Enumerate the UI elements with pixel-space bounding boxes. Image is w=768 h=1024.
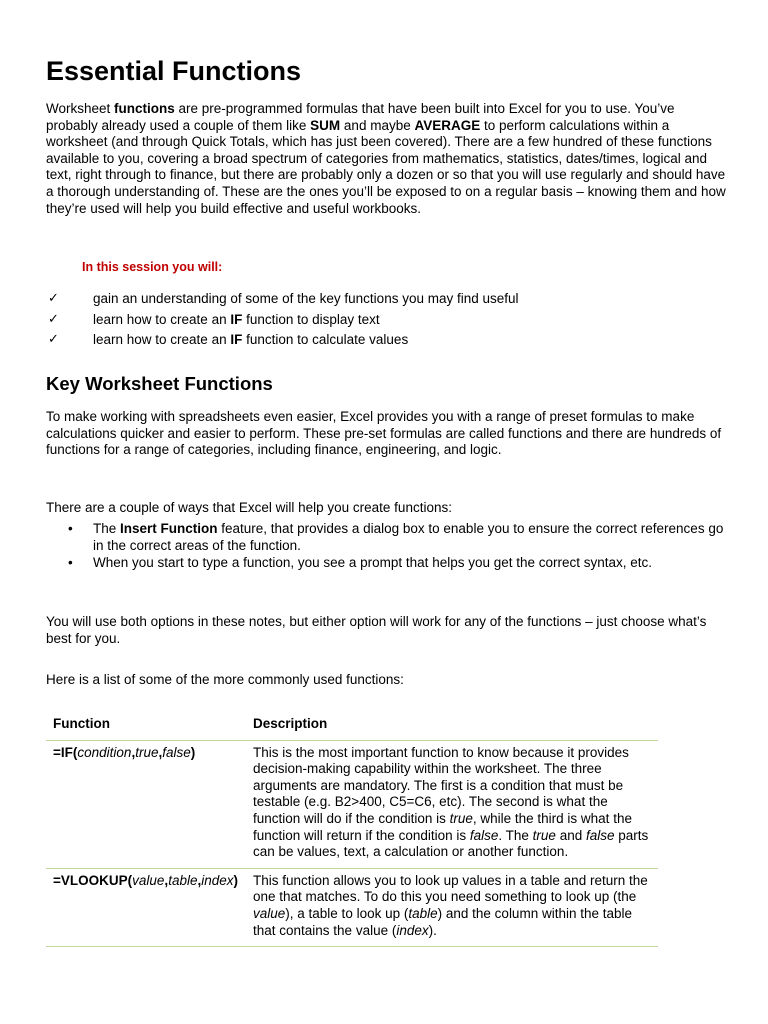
list-item: • The Insert Function feature, that provides a dialog box to enable you to ensure the correct references go in the correct areas of the function. (68, 521, 724, 553)
objectives-list (46, 290, 726, 352)
column-header-description: Description (246, 706, 658, 740)
checkmark-icon: ✓ (48, 332, 59, 347)
ways-paragraph: There are a couple of ways that Excel will help you create functions: (46, 500, 452, 515)
table-row (46, 868, 658, 946)
intro-paragraph: Worksheet functions are pre-programmed formulas that have been built into Excel for you to use. You’ve probably already used a couple of them like SUM and maybe AVERAGE to perform calculations within a worksheet (and through Quick Totals, which has just been covered). There are a few hundred of these functions available to you, covering a broad spectrum of categories from mathematics, statistics, dates/times, logical and text, right through to finance, but there are probably only a dozen or so that you will use regularly and should have a thorough understanding of. These are the ones you’ll be exposed to on a regular basis – knowing them and how they’re used will help you build effective and useful workbooks. (46, 101, 726, 216)
function-syntax: =IF(condition,true,false) (46, 740, 246, 868)
column-header-function: Function (46, 706, 246, 740)
section-heading: Key Worksheet Functions (46, 373, 273, 394)
objective-item: ✓ gain an understanding of some of the key functions you may find useful (48, 291, 519, 306)
list-item: • When you start to type a function, you see a prompt that helps you get the correct syntax, etc. (68, 555, 653, 571)
ways-list (46, 521, 726, 573)
functions-table (46, 706, 658, 947)
options-paragraph: You will use both options in these notes, but either option will work for any of the functions – just choose what’s best for you. (46, 614, 707, 646)
objective-item: ✓ learn how to create an IF function to display text (48, 311, 380, 327)
table-header-row (46, 706, 658, 740)
table-row (46, 740, 658, 868)
page-title: Essential Functions (46, 56, 302, 86)
function-description: This function allows you to look up values in a table and return the one that matches. To do this you need something to look up (the value), a table to look up (table) and the column within the table that contains the value (index). (246, 868, 658, 946)
function-description: This is the most important function to know because it provides decision-making capability within the worksheet. The three arguments are mandatory. The first is a condition that must be testable (e.g. B2>400, C5=C6, etc). The second is what the function will do if the condition is true, while the third is what the function will return if the condition is false. The true and false parts can be values, text, a calculation or another function. (246, 740, 658, 868)
checkmark-icon: ✓ (48, 291, 59, 306)
checkmark-icon: ✓ (48, 311, 59, 327)
function-syntax: =VLOOKUP(value,table,index) (46, 868, 246, 946)
bullet-icon: • (68, 555, 73, 571)
session-heading: In this session you will: (82, 260, 223, 274)
objective-item: ✓ learn how to create an IF function to calculate values (48, 332, 409, 347)
bullet-icon: • (68, 521, 73, 536)
key-functions-paragraph: To make working with spreadsheets even easier, Excel provides you with a range of preset formulas to make calculations quicker and easier to perform. These pre-set formulas are called functions and there are hundreds of functions for a range of categories, including finance, engineering, and logic. (46, 409, 722, 458)
list-intro-paragraph: Here is a list of some of the more commonly used functions: (46, 672, 404, 687)
